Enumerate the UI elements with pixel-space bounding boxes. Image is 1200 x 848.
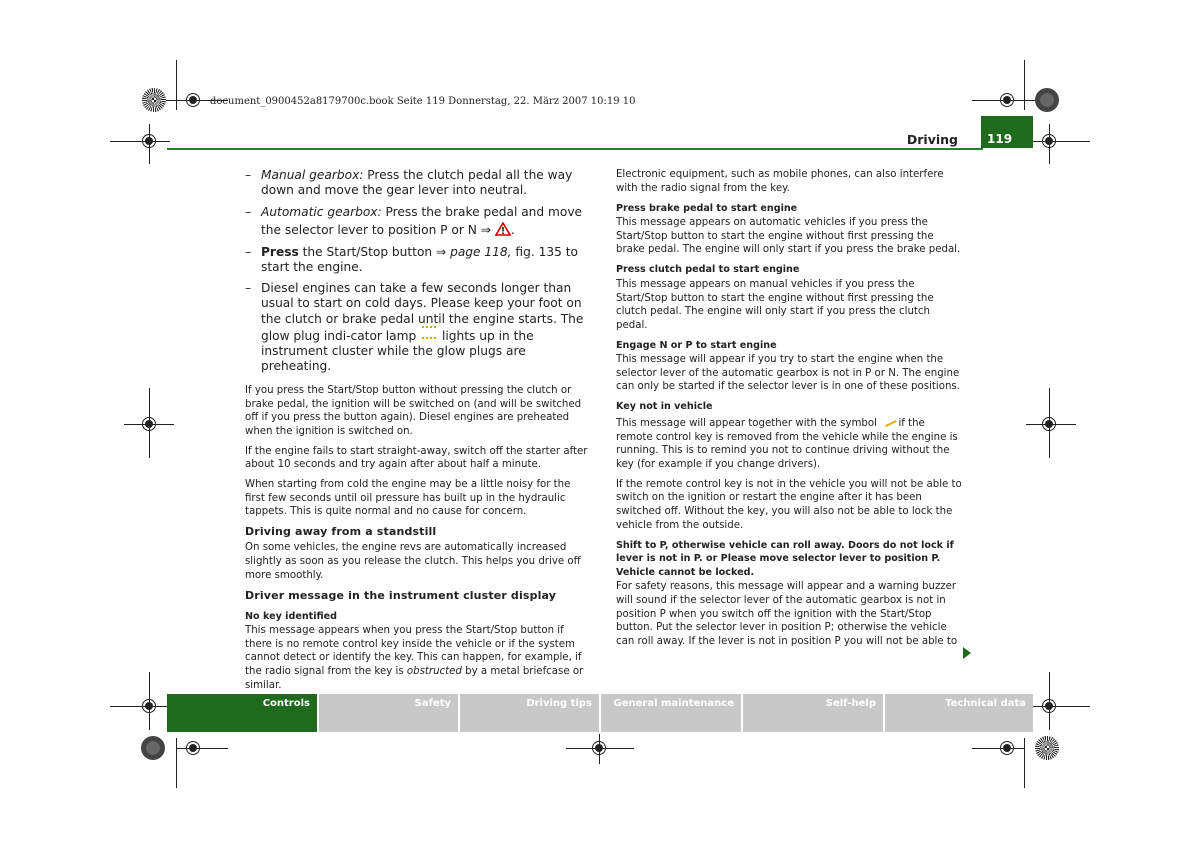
crop-mark	[176, 748, 228, 749]
registration-mark	[1042, 699, 1056, 713]
list-item: – Diesel engines can take a few seconds longer than usual to start on cold days. Please keep your foot on the clutch or brake pedal until the engine starts. The glow plug indi-cator lamp lights up in the instrument cluster while the glow plugs are preheating.	[245, 281, 584, 373]
paragraph: This message appears when you press the Start/Stop button if there is no remote control key inside the vehicle or if the system cannot detect or identify the key. This can happen, for example, if the radio signal from the key is obstructed by a metal briefcase or similar.	[245, 625, 584, 691]
paragraph: If the engine fails to start straight-away, switch off the starter after about 10 seconds and try again after about half a minute.	[245, 445, 588, 471]
print-slug: document_0900452a8179700c.book Seite 119 Donnerstag, 22. März 2007 10:19 10	[210, 96, 636, 107]
right-column	[616, 168, 962, 655]
chapter-tabs	[167, 694, 1033, 732]
list-item: – Manual gearbox: Press the clutch pedal all the way down and move the gear lever into neutral.	[245, 168, 573, 198]
tab-controls[interactable]: Controls	[167, 694, 317, 732]
crop-mark	[110, 141, 170, 142]
color-star-mark	[1035, 736, 1059, 760]
tab-driving-tips[interactable]: Driving tips	[460, 694, 599, 732]
message-heading: No key identified	[245, 610, 338, 622]
message-heading: Engage N or P to start engine	[616, 339, 777, 351]
crop-mark	[176, 60, 177, 110]
left-column	[245, 168, 590, 699]
crop-mark	[1030, 706, 1090, 707]
registration-mark	[142, 134, 156, 148]
page-number: 119	[981, 116, 1033, 148]
message-heading: Press clutch pedal to start engine	[616, 264, 800, 276]
paragraph: Electronic equipment, such as mobile phones, can also interfere with the radio signal from the key.	[616, 169, 944, 194]
crop-mark	[1024, 60, 1025, 110]
list-item: – Automatic gearbox: Press the brake pedal and move the selector lever to position P or N ⇒ .	[245, 204, 583, 237]
tab-self-help[interactable]: Self-help	[743, 694, 883, 732]
paragraph: This message appears on automatic vehicles if you press the Start/Stop button to start the engine without first pressing the brake pedal. The engine will only start if you press the brake pedal.	[616, 217, 961, 256]
registration-mark	[592, 741, 606, 755]
color-star-mark	[141, 736, 165, 760]
continue-arrow-icon[interactable]	[963, 647, 971, 659]
header-rule	[167, 148, 983, 150]
glow-plug-lamp-icon	[422, 326, 436, 339]
crop-mark	[110, 706, 170, 707]
registration-mark	[1000, 93, 1014, 107]
paragraph: This message appears on manual vehicles if you press the Start/Stop button to start the engine without first pressing the clutch pedal. The engine will only start if you press the clutch pedal.	[616, 278, 934, 331]
tab-general-maintenance[interactable]: General maintenance	[601, 694, 741, 732]
paragraph: If you press the Start/Stop button without pressing the clutch or brake pedal, the ignition will be switched on (and will be switched off if you press the button again). Diesel engines are preheated when the ignition is switched on.	[245, 384, 582, 437]
crop-mark	[1024, 738, 1025, 788]
color-star-mark	[142, 88, 166, 112]
registration-mark	[1042, 134, 1056, 148]
section-heading: Driving away from a standstill	[245, 525, 437, 539]
warning-triangle-icon[interactable]	[495, 222, 511, 236]
paragraph: This message will appear together with the symbol if the remote control key is removed from the vehicle while the engine is running. This is to remind you not to continue driving without the key (for example if you change drivers).	[616, 415, 962, 471]
tab-technical-data[interactable]: Technical data	[885, 694, 1033, 732]
tab-safety[interactable]: Safety	[319, 694, 458, 732]
message-heading: Key not in vehicle	[616, 401, 713, 413]
paragraph: On some vehicles, the engine revs are automatically increased slightly as soon as you release the clutch. This helps you drive off more smoothly.	[245, 542, 581, 581]
message-heading: Press brake pedal to start engine	[616, 202, 798, 214]
crop-mark	[1030, 141, 1090, 142]
message-heading: Shift to P, otherwise vehicle can roll away. Doors do not lock if lever is not in P. or Please move selector lever to position P. Vehicle cannot be locked.	[616, 539, 954, 578]
registration-mark	[186, 93, 200, 107]
chapter-title: Driving	[906, 132, 958, 147]
list-item: – Press the Start/Stop button ⇒ page 118, fig. 135 to start the engine.	[245, 244, 578, 274]
registration-mark	[142, 699, 156, 713]
page-reference-link[interactable]: page 118,	[450, 244, 512, 259]
color-star-mark	[1035, 88, 1059, 112]
paragraph: When starting from cold the engine may be a little noisy for the first few seconds until oil pressure has built up in the hydraulic tappets. This is quite normal and no cause for concern.	[245, 479, 571, 518]
paragraph: For safety reasons, this message will appear and a warning buzzer will sound if the selector lever of the automatic gearbox is not in position P when you switch off the ignition with the Start/Stop button. Put the selector lever in position P; otherwise the vehicle can roll away. If the lever is not in position P you will not be able to	[616, 581, 958, 647]
paragraph: This message will appear if you try to start the engine when the selector lever of the automatic gearbox is not in P or N. The engine can only be started if the selector lever is in one of these positions.	[616, 354, 960, 393]
registration-mark	[186, 741, 200, 755]
crop-mark	[972, 748, 1024, 749]
paragraph: If the remote control key is not in the vehicle you will not be able to switch on the ignition or restart the engine after it has been switched off. Without the key, you will also not be able to lock the vehicle from the outside.	[616, 478, 962, 531]
registration-mark	[1042, 417, 1056, 431]
registration-mark	[142, 417, 156, 431]
crop-mark	[176, 738, 177, 788]
registration-mark	[1000, 741, 1014, 755]
section-heading: Driver message in the instrument cluster display	[245, 588, 557, 602]
